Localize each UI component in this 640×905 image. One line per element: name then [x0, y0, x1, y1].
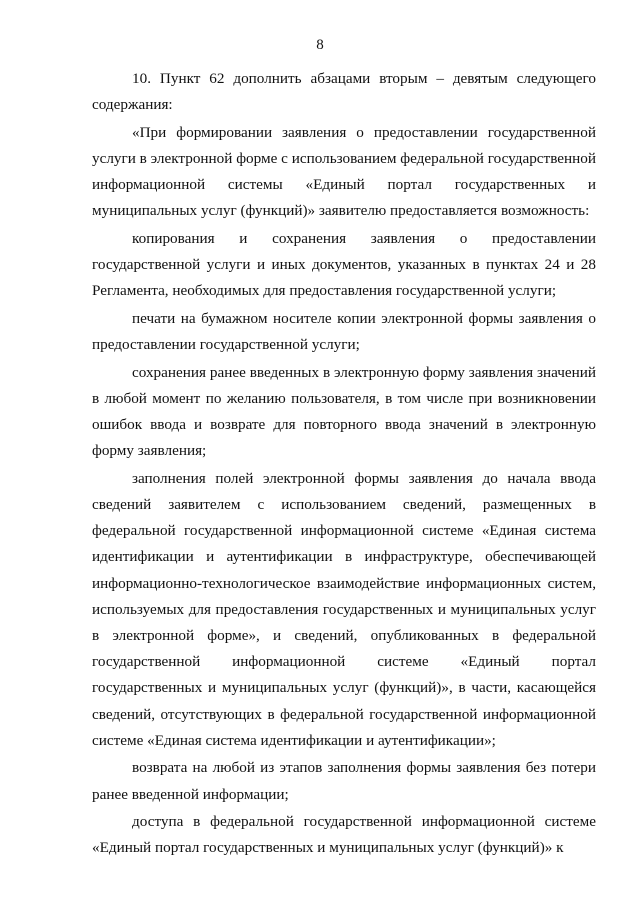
paragraph-possibility-intro: «При формировании заявления о предоставлении государственной услуги в электронной форме с использованием федеральной государственной информационной системы «Единый портал государственных и муниципальных услуг (функций)» заявителю предоставляется возможность:	[92, 123, 596, 220]
paragraph-print: печати на бумажном носителе копии электронной формы заявления о предоставлении государственной услуги;	[92, 309, 596, 354]
paragraph-access: доступа в федеральной государственной информационной системе «Единый портал государственных и муниципальных услуг (функций)» к	[92, 813, 596, 857]
paragraph-copy-save: копирования и сохранения заявления о предоставлении государственной услуги и иных документов, указанных в пунктах 24 и 28 Регламента, необходимых для предоставления государственной услуги;	[92, 229, 596, 300]
document-body	[92, 66, 596, 862]
page-number: 8	[316, 37, 324, 53]
paragraph-save-values: сохранения ранее введенных в электронную форму заявления значений в любой момент по желанию пользователя, в том числе при возникновении ошибок ввода и возврате для повторного ввода значений в электронную форму заявления;	[92, 363, 596, 460]
paragraph-return-stage: возврата на любой из этапов заполнения формы заявления без потери ранее введенной информации;	[92, 759, 596, 803]
paragraph-item-10-intro: 10. Пункт 62 дополнить абзацами вторым – девятым следующего содержания:	[92, 70, 596, 114]
paragraph-fill-fields: заполнения полей электронной формы заявления до начала ввода сведений заявителем с использованием сведений, размещенных в федеральной государственной информационной системе «Единая система идентификации и аутентификации в инфраструктуре, обеспечивающей информационно-технологическое взаимодействие информационных систем, используемых для предоставления государственных и муниципальных услуг в электронной форме», и сведений, опубликованных в федеральной государственной информационной системе «Единый портал государственных и муниципальных услуг (функций)», в части, касающейся сведений, отсутствующих в федеральной государственной информационной системе «Единая система идентификации и аутентификации»;	[92, 469, 596, 749]
